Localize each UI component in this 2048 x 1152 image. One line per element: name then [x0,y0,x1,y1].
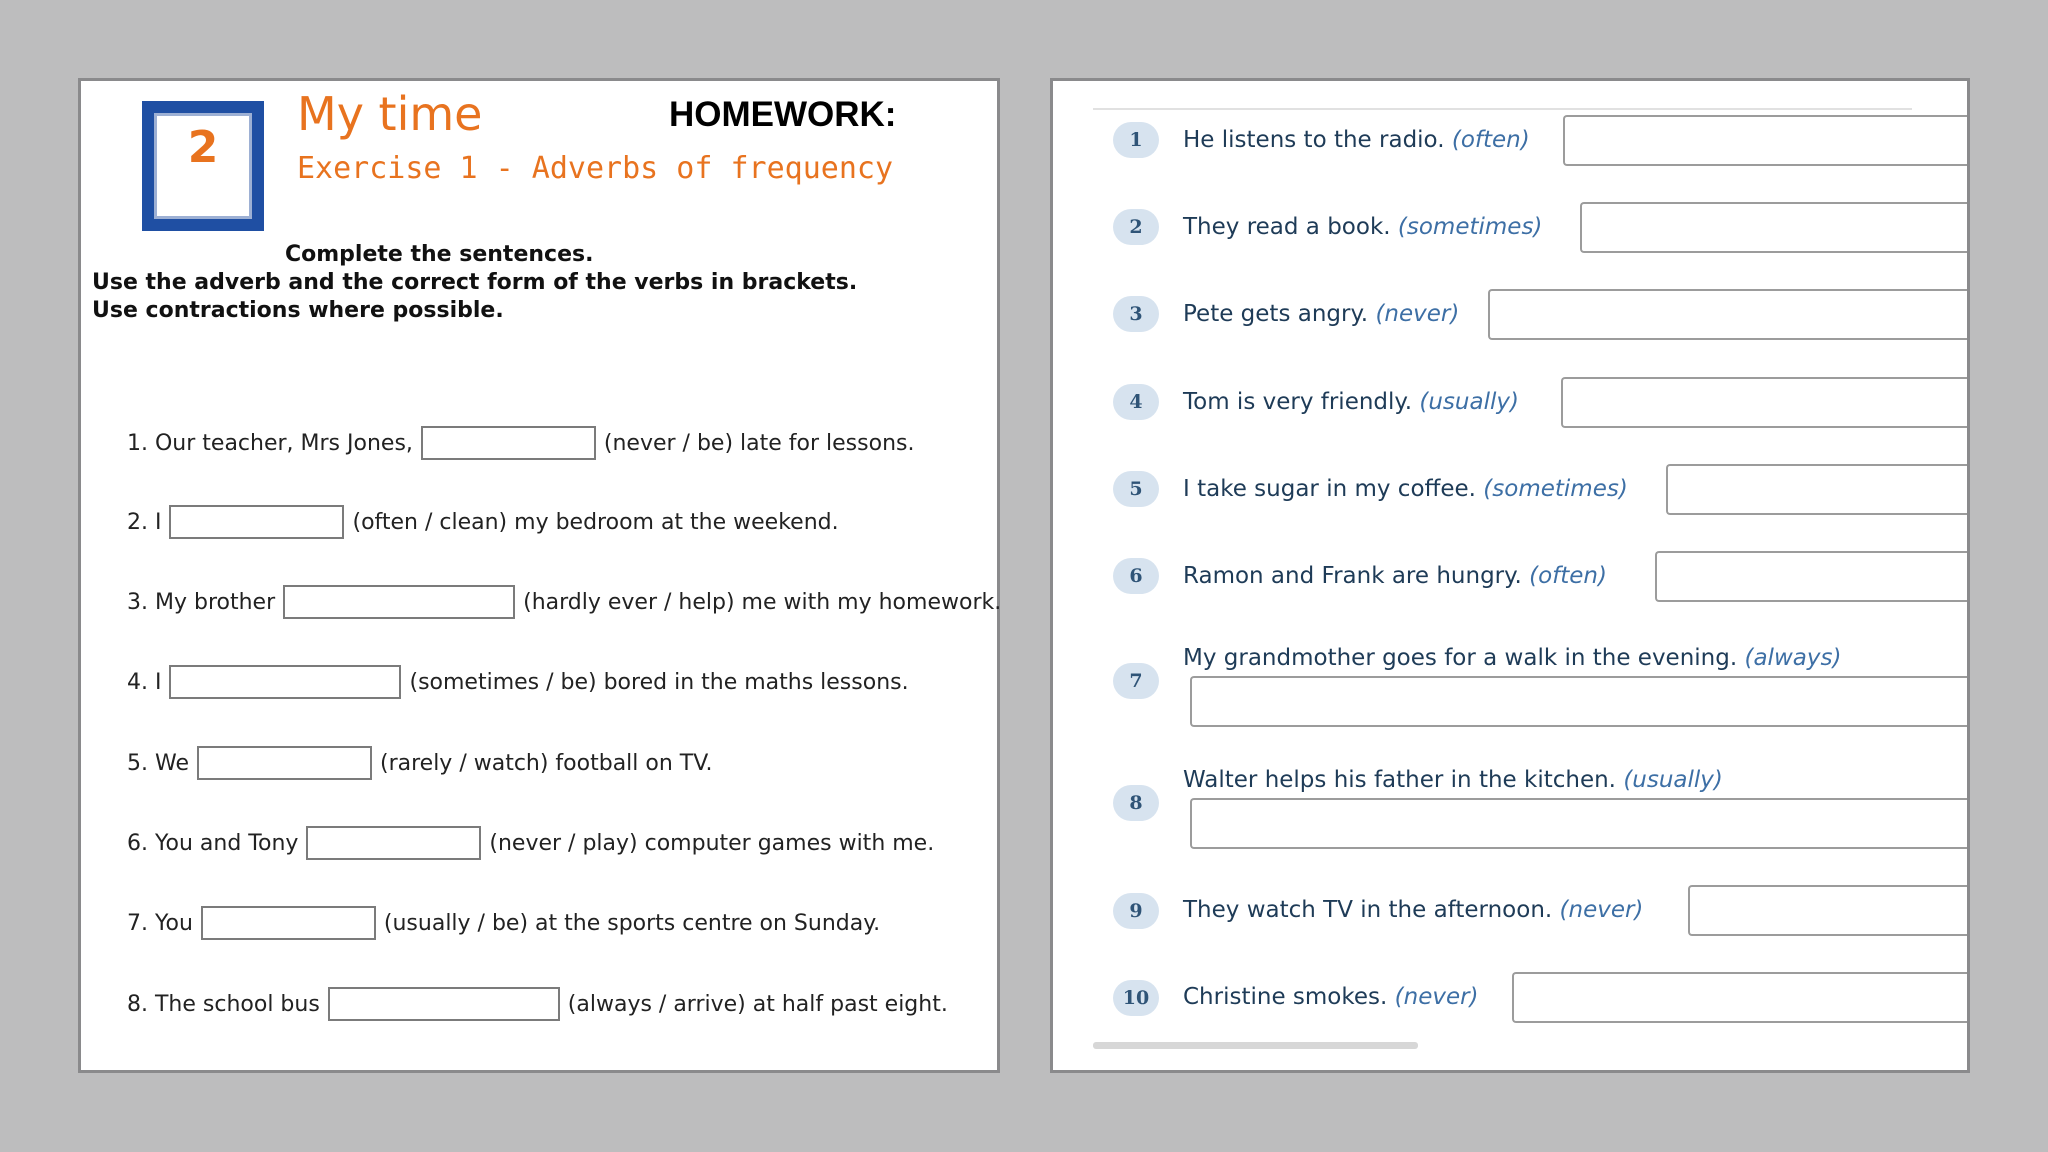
horizontal-scrollbar[interactable] [1093,1042,1418,1049]
answer-input[interactable] [1563,115,1967,166]
question-hint: (always) [1744,645,1842,671]
instruction-line: Complete the sentences. [285,242,594,267]
question-hint: (sometimes) [1483,476,1628,502]
exercise-prefix: 3. My brother [127,589,276,615]
question-hint: (never) [1394,984,1479,1010]
question-sentence: Pete gets angry. [1183,301,1369,327]
exercise-suffix: (never / play) computer games with me. [489,830,935,856]
question-hint: (usually) [1623,767,1723,793]
answer-input[interactable] [1190,798,1967,849]
answer-input[interactable] [328,987,560,1021]
question-hint: (never) [1375,301,1460,327]
answer-input[interactable] [1488,289,1967,340]
answer-input[interactable] [306,826,481,860]
question-sentence: He listens to the radio. [1183,127,1445,153]
instruction-line: Use the adverb and the correct form of the verbs in brackets. [92,270,858,295]
question-hint: (usually) [1419,389,1519,415]
question-sentence: I take sugar in my coffee. [1183,476,1476,502]
question-number: 5 [1113,471,1159,507]
exercise-row [127,986,948,1022]
answer-input[interactable] [169,665,401,699]
unit-number: 2 [154,113,252,219]
question-number: 8 [1113,785,1159,821]
question-text [1183,382,1519,422]
question-text [1183,469,1628,509]
exercise-row [127,905,880,941]
question-number: 9 [1113,893,1159,929]
exercise-suffix: (usually / be) at the sports centre on Sunday. [383,910,881,936]
exercise-row [127,664,909,700]
exercise-prefix: 5. We [127,750,189,776]
answer-input[interactable] [283,585,515,619]
question-number: 6 [1113,558,1159,594]
question-text [1183,890,1643,930]
question-text [1183,120,1530,160]
question-number: 2 [1113,209,1159,245]
exercise-suffix: (often / clean) my bedroom at the weekend. [352,509,839,535]
answer-input[interactable] [197,746,372,780]
question-sentence: Christine smokes. [1183,984,1388,1010]
answer-input[interactable] [1580,202,1967,253]
exercise-prefix: 6. You and Tony [127,830,299,856]
answer-input[interactable] [1688,885,1967,936]
exercise-row [127,584,1001,620]
answer-input[interactable] [1512,972,1967,1023]
exercise-row [127,504,839,540]
question-sentence: They watch TV in the afternoon. [1183,897,1553,923]
exercise-row [127,825,934,861]
exercise-suffix: (never / be) late for lessons. [603,430,915,456]
answer-input[interactable] [1561,377,1967,428]
question-hint: (often) [1529,563,1607,589]
answer-input[interactable] [1190,676,1967,727]
instruction-line: Use contractions where possible. [92,298,504,323]
question-text [1183,294,1459,334]
exercise-row [127,745,712,781]
exercise-prefix: 7. You [127,910,193,936]
question-number: 7 [1113,663,1159,699]
question-hint: (never) [1559,897,1644,923]
unit-title: My time [297,87,483,141]
question-hint: (sometimes) [1397,214,1543,240]
exercise-subtitle: Exercise 1 - Adverbs of frequency [297,151,894,186]
question-number: 3 [1113,296,1159,332]
question-text [1183,977,1479,1017]
question-number: 4 [1113,384,1159,420]
question-sentence: My grandmother goes for a walk in the evening. [1183,645,1738,671]
worksheet-panel [78,78,1000,1073]
question-sentence: Tom is very friendly. [1183,389,1413,415]
divider [1093,108,1912,110]
exercise-prefix: 4. I [127,669,162,695]
answer-input[interactable] [169,505,344,539]
exercise-prefix: 8. The school bus [127,991,320,1017]
exercise-prefix: 1. Our teacher, Mrs Jones, [127,430,413,456]
quiz-panel [1050,78,1970,1073]
answer-input[interactable] [201,906,376,940]
exercise-suffix: (rarely / watch) football on TV. [379,750,713,776]
unit-number-box [142,101,264,231]
question-number: 1 [1113,122,1159,158]
exercise-suffix: (hardly ever / help) me with my homework. [523,589,1002,615]
question-number: 10 [1113,980,1159,1016]
question-text [1183,556,1607,596]
answer-input[interactable] [1666,464,1967,515]
exercise-row [127,425,914,461]
question-text [1183,638,1841,678]
exercise-prefix: 2. I [127,509,162,535]
exercise-suffix: (always / arrive) at half past eight. [567,991,948,1017]
answer-input[interactable] [1655,551,1967,602]
question-sentence: Ramon and Frank are hungry. [1183,563,1522,589]
exercise-suffix: (sometimes / be) bored in the maths lessons. [409,669,909,695]
question-text [1183,760,1723,800]
question-sentence: They read a book. [1183,214,1391,240]
answer-input[interactable] [421,426,596,460]
instructions [92,241,857,325]
question-sentence: Walter helps his father in the kitchen. [1183,767,1616,793]
question-hint: (often) [1451,127,1530,153]
homework-label: HOMEWORK: [669,95,897,134]
question-text [1183,207,1542,247]
